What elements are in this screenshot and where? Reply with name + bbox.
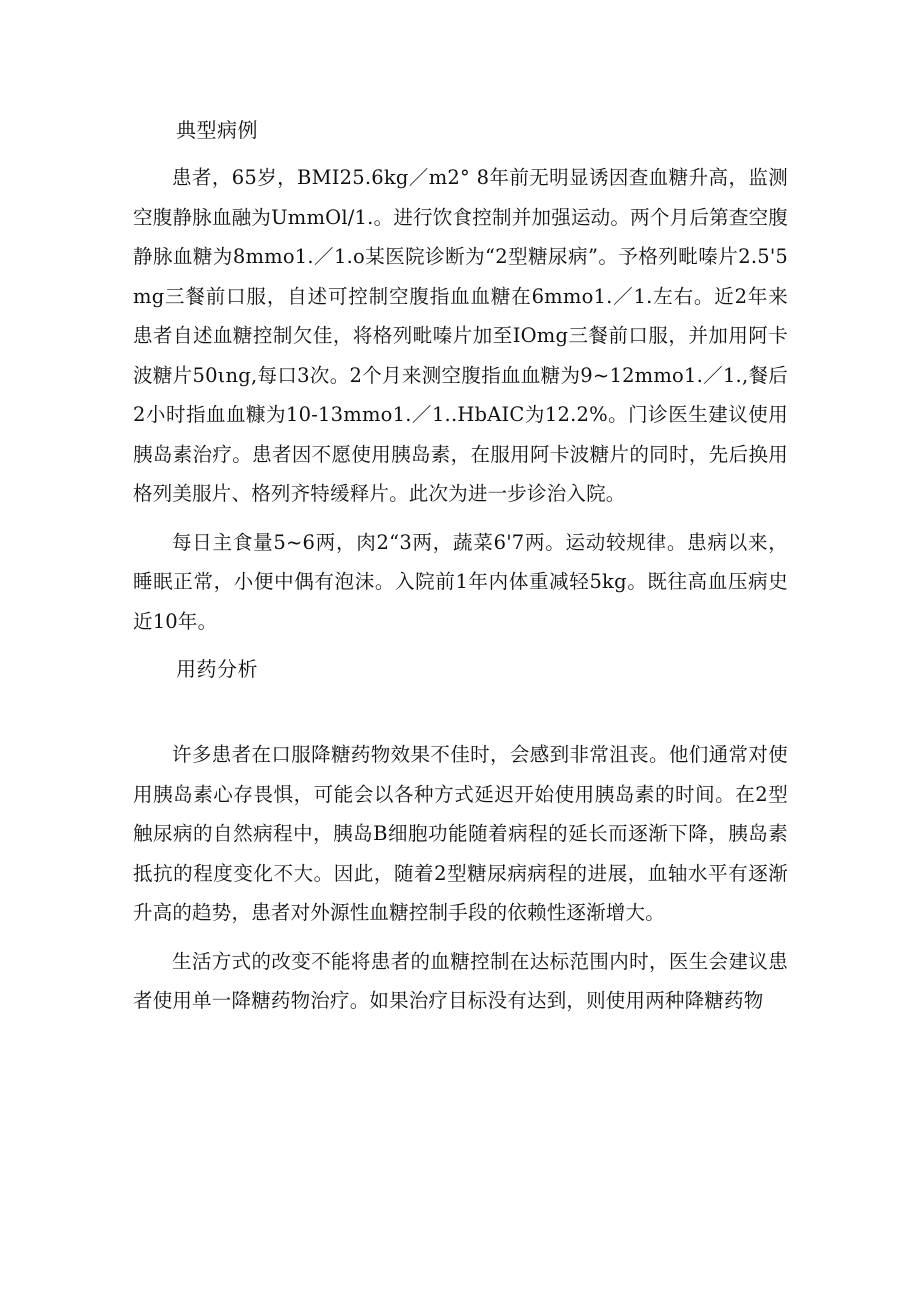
- spacer: [133, 688, 788, 735]
- section-heading-medication-analysis: 用药分析: [176, 657, 258, 681]
- spacer: [133, 641, 788, 651]
- case-paragraph-history: 患者，65岁，BMI25.6kg／m2° 8年前无明显诱因查血糖升高，监测空腹静脉血融为UmmOl/1.。进行饮食控制并加强运动。两个月后第查空腹静脉血糖为8mmo1.／1.o某医院诊断为“2型糖尿病”。予格列毗嗪片2.5'5mg三餐前口服，自述可控制空腹指血血糖在6mmo1.／1.左右。近2年来患者自述血糖控制欠佳，将格列毗嗪片加至IOmg三餐前口服，并加用阿卡波糖片50ιng,每口3次。2个月来测空腹指血血糖为9~12mmo1.／1.,餐后2小时指血血糠为10-13mmo1.／1..HbAIC为12.2%。门诊医生建议使用胰岛素治疗。患者因不愿使用胰岛素，在服用阿卡波糖片的同时，先后换用格列美服片、格列齐特缓释片。此次为进一步诊治入院。: [133, 166, 788, 505]
- analysis-paragraph-insulin: 许多患者在口服降糖药物效果不佳时，会感到非常沮丧。他们通常对使用胰岛素心存畏惧，可能会以各种方式延迟开始使用胰岛素的时间。在2型触尿病的自然病程中，胰岛B细胞功能随着病程的延长而逐渐下降，胰岛素抵抗的程度变化不大。因此，随着2型糖尿病病程的进展，血轴水平有逐渐升高的趋势，患者对外源性血糖控制手段的依赖性逐渐增大。: [133, 743, 788, 924]
- document-content: [133, 112, 788, 1021]
- spacer: [133, 149, 788, 158]
- spacer: [133, 514, 788, 523]
- section-heading-typical-case: 典型病例: [176, 118, 258, 142]
- spacer: [133, 933, 788, 942]
- case-paragraph-lifestyle: 每日主食量5~6两，肉2“3两，蔬菜6'7两。运动较规律。患病以来，睡眠正常，小便中偶有泡沫。入院前1年内体重减轻5kg。既往高血压病史近10年。: [133, 530, 788, 633]
- analysis-paragraph-treatment: 生活方式的改变不能将患者的血糖控制在达标范围内时，医生会建议患者使用单一降糖药物治疗。如果治疗目标没有达到，则使用两种降糖药物: [133, 949, 788, 1012]
